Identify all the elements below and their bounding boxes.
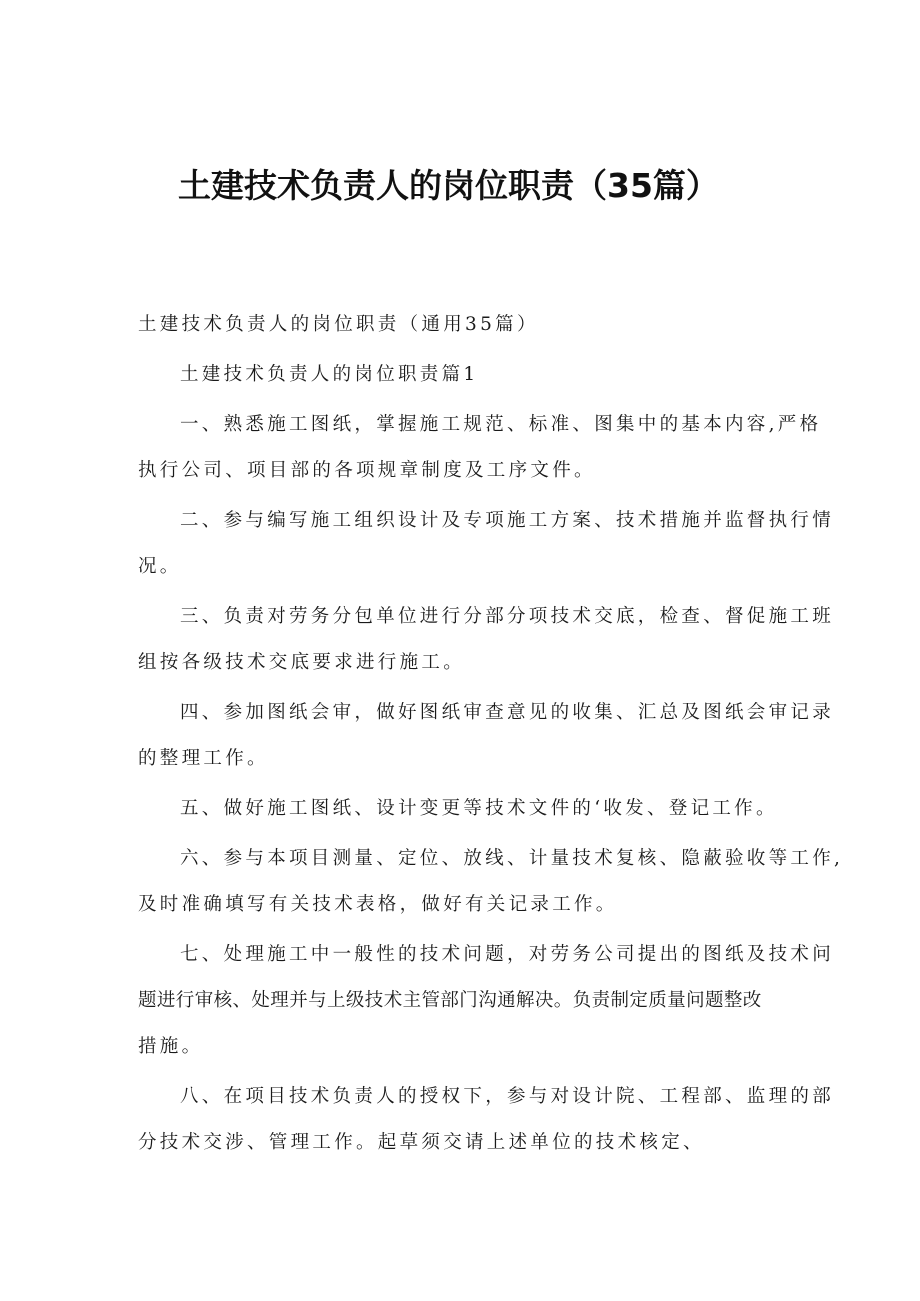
item-7-line-3: 措施。	[138, 1036, 204, 1057]
item-7-line-2: 题进行审核、处理并与上级技术主管部门沟通解决。负责制定质量问题整改	[138, 990, 762, 1011]
document-title: 土建技术负责人的岗位职责（35篇）	[178, 166, 719, 205]
item-1-line-1: 一、熟悉施工图纸，掌握施工规范、标准、图集中的基本内容,严格	[180, 414, 822, 435]
item-8-line-1: 八、在项目技术负责人的授权下，参与对设计院、工程部、监理的部	[180, 1086, 835, 1107]
item-5-line-1: 五、做好施工图纸、设计变更等技术文件的‘收发、登记工作。	[180, 798, 778, 819]
item-6-line-2: 及时准确填写有关技术表格，做好有关记录工作。	[138, 894, 618, 915]
document-subtitle: 土建技术负责人的岗位职责（通用35篇）	[138, 314, 539, 335]
item-8-line-2: 分技术交涉、管理工作。起草须交请上述单位的技术核定、	[138, 1132, 705, 1153]
item-1-line-2: 执行公司、项目部的各项规章制度及工序文件。	[138, 460, 596, 481]
item-3-line-1: 三、负责对劳务分包单位进行分部分项技术交底，检查、督促施工班	[180, 606, 835, 627]
item-7-line-1: 七、处理施工中一般性的技术问题，对劳务公司提出的图纸及技术问	[180, 944, 835, 965]
item-2-line-1: 二、参与编写施工组织设计及专项施工方案、技术措施并监督执行情	[180, 510, 835, 531]
item-6-line-1: 六、参与本项目测量、定位、放线、计量技术复核、隐蔽验收等工作,	[180, 848, 844, 869]
item-4-line-2: 的整理工作。	[138, 748, 269, 769]
item-4-line-1: 四、参加图纸会审，做好图纸审查意见的收集、汇总及图纸会审记录	[180, 702, 835, 723]
section-heading: 土建技术负责人的岗位职责篇1	[180, 364, 479, 385]
item-2-line-2: 况。	[138, 556, 182, 577]
item-3-line-2: 组按各级技术交底要求进行施工。	[138, 652, 466, 673]
